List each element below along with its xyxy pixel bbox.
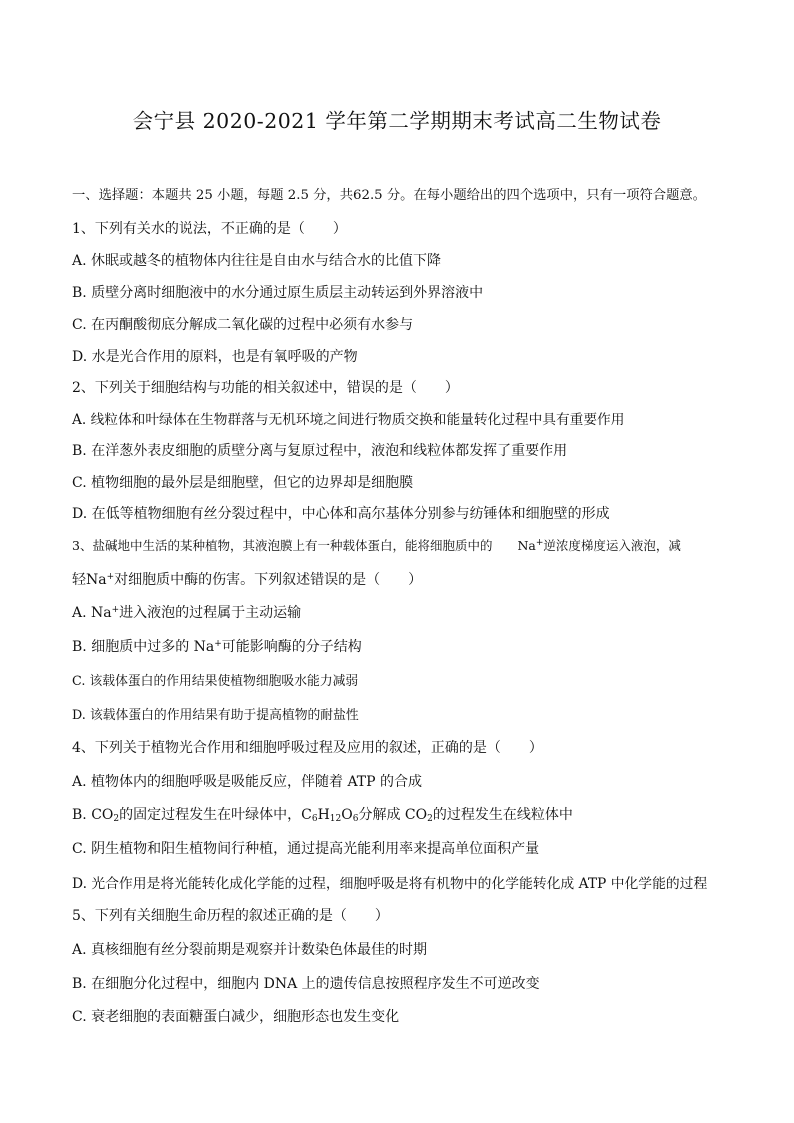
- q3-stem-line1: [72, 536, 681, 554]
- q4-b-part: B. CO: [72, 807, 114, 823]
- q4-b-sub: 2: [113, 814, 120, 824]
- q4-option-b: [72, 804, 573, 824]
- exam-title: 会宁县 2020-2021 学年第二学期期末考试高二生物试卷: [132, 109, 662, 133]
- q4-b-sub: 6: [352, 814, 359, 824]
- q4-stem: 4、下列关于植物光合作用和细胞呼吸过程及应用的叙述，正确的是（ ）: [72, 740, 543, 756]
- q5-option-c: C. 衰老细胞的表面糖蛋白减少，细胞形态也发生变化: [72, 1009, 400, 1025]
- q1-option-a: A. 休眠或越冬的植物体内往往是自由水与结合水的比值下降: [72, 253, 442, 269]
- q3-option-b-sup: +: [214, 639, 222, 649]
- q1-option-d: D. 水是光合作用的原料，也是有氧呼吸的产物: [72, 349, 358, 365]
- q2-option-b: B. 在洋葱外表皮细胞的质壁分离与复原过程中，液泡和线粒体都发挥了重要作用: [72, 443, 568, 459]
- q3-stem-line2-sup: +: [106, 572, 115, 582]
- q4-b-sub: 12: [329, 814, 342, 824]
- q3-option-a-text: A. Na: [72, 605, 112, 621]
- q4-b-part: 分解成 CO: [358, 807, 428, 823]
- q5-stem: 5、下列有关细胞生命历程的叙述正确的是（ ）: [72, 908, 389, 924]
- q1-option-b: B. 质壁分离时细胞液中的水分通过原生质层主动转运到外界溶液中: [72, 285, 484, 301]
- q3-stem-line2: [72, 569, 422, 589]
- q4-option-d: D. 光合作用是将光能转化成化学能的过程，细胞呼吸是将有机物中的化学能转化成 ATP 中化学能的过程: [72, 876, 708, 892]
- q3-stem-line2-tail: 对细胞质中酶的伤害。下列叙述错误的是（ ）: [114, 572, 423, 588]
- q2-option-d: D. 在低等植物细胞有丝分裂过程中，中心体和高尔基体分别参与纺锤体和细胞壁的形成: [72, 506, 610, 522]
- q4-b-part: 的过程发生在线粒体中: [432, 807, 573, 823]
- q3-stem-line1-text: 3、盐碱地中生活的某种植物，其液泡膜上有一种载体蛋白，能将细胞质中的 Na: [72, 538, 536, 553]
- section-heading: 一、选择题：本题共 25 小题，每题 2.5 分，共62.5 分。在每小题给出的四个选项中，只有一项符合题意。: [72, 188, 706, 203]
- q5-option-a: A. 真核细胞有丝分裂前期是观察并计数染色体最佳的时期: [72, 942, 428, 958]
- q2-option-a: A. 线粒体和叶绿体在生物群落与无机环境之间进行物质交换和能量转化过程中具有重要作用: [72, 412, 625, 428]
- q1-stem: 1、下列有关水的说法，不正确的是（ ）: [72, 221, 347, 237]
- q3-stem-line2-text: 轻Na: [72, 572, 107, 588]
- q3-stem-line1-sup: +: [535, 538, 544, 548]
- q3-option-b: [72, 636, 362, 656]
- q1-option-c: C. 在丙酮酸彻底分解成二氧化碳的过程中必须有水参与: [72, 317, 414, 333]
- q2-option-c: C. 植物细胞的最外层是细胞壁，但它的边界却是细胞膜: [72, 475, 414, 491]
- q3-option-c: C. 该载体蛋白的作用结果使植物细胞吸水能力减弱: [72, 674, 359, 689]
- q3-option-b-text: B. 细胞质中过多的 Na: [72, 639, 215, 655]
- q3-option-b-tail: 可能影响酶的分子结构: [221, 639, 362, 655]
- q3-option-a-tail: 进入液泡的过程属于主动运输: [119, 605, 302, 621]
- q3-option-a: [72, 602, 301, 622]
- q4-b-part: O: [341, 807, 353, 823]
- q5-option-b: B. 在细胞分化过程中，细胞内 DNA 上的遗传信息按照程序发生不可逆改变: [72, 976, 540, 992]
- q4-b-sub: 2: [427, 814, 433, 824]
- q4-option-a: A. 植物体内的细胞呼吸是吸能反应，伴随着 ATP 的合成: [72, 774, 423, 790]
- q4-b-part: 的固定过程发生在叶绿体中，C: [119, 807, 312, 823]
- q4-b-sub: 6: [311, 814, 318, 824]
- q2-stem: 2、下列关于细胞结构与功能的相关叙述中，错误的是（ ）: [72, 380, 459, 396]
- q4-option-c: C. 阴生植物和阳生植物间行种植，通过提高光能利用率来提高单位面积产量: [72, 841, 540, 857]
- q3-stem-line1-tail: 逆浓度梯度运入液泡，减: [543, 538, 681, 553]
- q3-option-a-sup: +: [111, 605, 120, 615]
- q3-option-d: D. 该载体蛋白的作用结果有助于提高植物的耐盐性: [72, 708, 359, 723]
- q4-b-part: H: [317, 807, 330, 823]
